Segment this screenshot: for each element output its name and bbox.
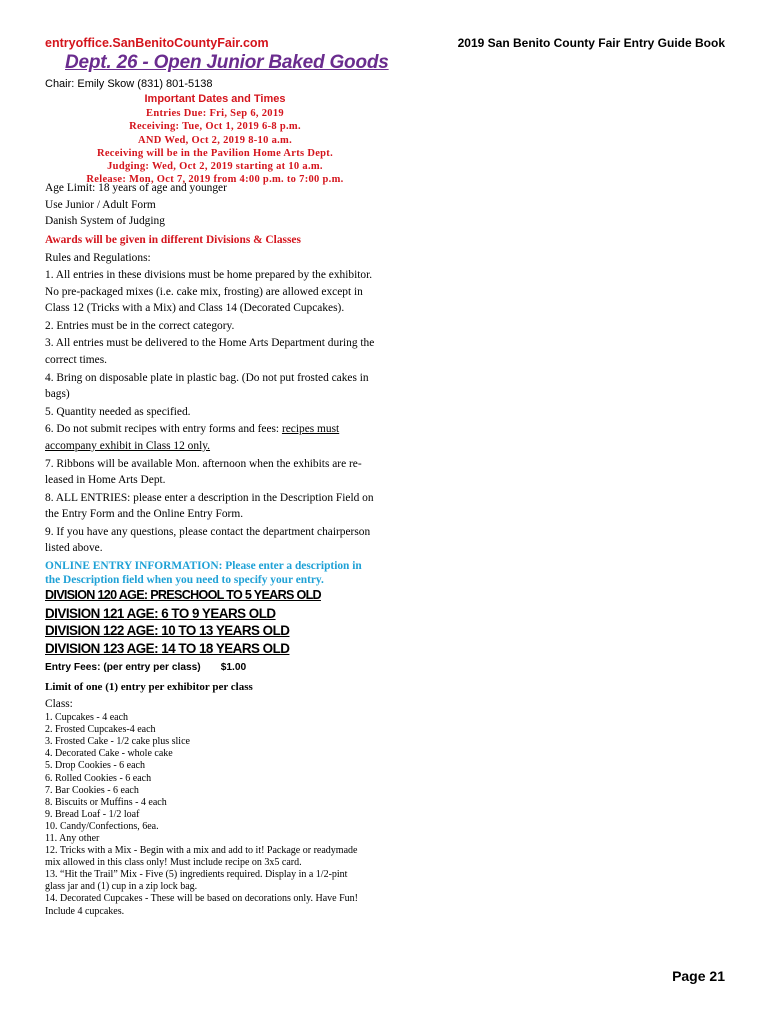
rule-2: 2. Entries must be in the correct category.	[45, 319, 235, 332]
rules-heading: Rules and Regulations:	[45, 252, 151, 265]
list-item: 1. Cupcakes - 4 each	[45, 712, 129, 724]
list-item: 2. Frosted Cupcakes-4 each	[45, 724, 156, 736]
list-item: 13. “Hit the Trail” Mix - Five (5) ingredients required. Display in a 1/2-pint glass jar and (1) cup in a zip lock bag.	[45, 869, 348, 893]
rule-7: 7. Ribbons will be available Mon. afternoon when the exhibits are re-leased in Home Arts Dept.	[45, 457, 362, 487]
division-121-heading: DIVISION 121 AGE: 6 TO 9 YEARS OLD	[45, 605, 276, 621]
receiving-date: Receiving: Tue, Oct 1, 2019 6-8 p.m.	[129, 121, 301, 133]
receiving-date-second: AND Wed, Oct 2, 2019 8-10 a.m.	[137, 134, 293, 146]
list-item: 3. Frosted Cake - 1/2 cake plus slice	[45, 736, 190, 748]
list-item: 6. Rolled Cookies - 6 each	[45, 772, 152, 784]
release-date: Release: Mon, Oct 7, 2019 from 4:00 p.m. to 7:00 p.m.	[86, 174, 344, 186]
receiving-location: Receiving will be in the Pavilion Home Arts Dept.	[96, 147, 334, 159]
age-limit: Age Limit: 18 years of age and younger	[45, 182, 227, 194]
rule-6	[45, 421, 379, 454]
list-item: 7. Bar Cookies - 6 each	[45, 784, 139, 796]
rule-9: 9. If you have any questions, please contact the department chairperson listed above.	[45, 525, 371, 555]
online-entry-info: ONLINE ENTRY INFORMATION: Please enter a description in the Description field when you need to specify your entry.	[45, 560, 362, 587]
list-item: 14. Decorated Cupcakes - These will be based on decorations only. Have Fun! Include 4 cupcakes.	[45, 893, 358, 917]
important-dates-heading: Important Dates and Times	[144, 93, 286, 105]
awards-note: Awards will be given in different Divisions & Classes	[45, 233, 301, 246]
entry-fees-amount: $1.00	[220, 662, 247, 674]
entry-fees	[45, 660, 379, 676]
page-number: Page 21	[672, 968, 725, 984]
rule-6-text: 6. Do not submit recipes with entry forms and fees:	[45, 423, 282, 436]
list-item: 4. Decorated Cake - whole cake	[45, 748, 173, 760]
important-dates-section	[45, 92, 385, 187]
list-item: 8. Biscuits or Muffins - 4 each	[45, 796, 167, 808]
entries-due-date: Entries Due: Fri, Sep 6, 2019	[146, 108, 284, 119]
list-item: 5. Drop Cookies - 6 each	[45, 760, 145, 772]
guide-book-title: 2019 San Benito County Fair Entry Guide Book	[457, 36, 725, 50]
fair-website-link[interactable]: entryoffice.SanBenitoCountyFair.com	[45, 36, 269, 50]
form-type: Use Junior / Adult Form	[45, 198, 156, 211]
rule-3: 3. All entries must be delivered to the Home Arts Department during the correct times.	[45, 337, 375, 366]
division-123-heading: DIVISION 123 AGE: 14 TO 18 YEARS OLD	[45, 640, 290, 656]
list-item: 9. Bread Loaf - 1/2 loaf	[45, 808, 140, 820]
rule-5: 5. Quantity needed as specified.	[45, 405, 191, 418]
division-122-heading: DIVISION 122 AGE: 10 TO 13 YEARS OLD	[45, 623, 290, 639]
department-title: Dept. 26 - Open Junior Baked Goods	[65, 52, 389, 73]
list-item: 11. Any other	[45, 833, 100, 844]
division-120-heading: DIVISION 120 AGE: PRESCHOOL TO 5 YEARS OLD	[45, 588, 321, 603]
rule-4: 4. Bring on disposable plate in plastic bag. (Do not put frosted cakes in bags)	[45, 371, 369, 401]
class-list	[45, 712, 365, 918]
rule-6-underlined: recipes must accompany exhibit in Class 12 only.	[45, 423, 340, 452]
list-item: 10. Candy/Confections, 6ea.	[45, 820, 159, 832]
rule-8: 8. ALL ENTRIES: please enter a description in the Description Field on the Entry Form and the Online Entry Form.	[45, 491, 374, 521]
judging-date: Judging: Wed, Oct 2, 2019 starting at 10 a.m.	[107, 161, 323, 173]
entry-fees-label: Entry Fees: (per entry per class)	[45, 662, 201, 674]
class-heading: Class:	[45, 698, 73, 711]
judging-system: Danish System of Judging	[45, 215, 165, 228]
entry-limit: Limit of one (1) entry per exhibitor per class	[45, 681, 253, 694]
rules-section	[45, 180, 379, 918]
chair-contact: Chair: Emily Skow (831) 801-5138	[45, 78, 213, 90]
rule-1: 1. All entries in these divisions must be home prepared by the exhibitor. No pre-packaged mixes (i.e. cake mix, frosting) are allowed except in Class 12 (Tricks with a Mix) and Class 14 (Decorated Cupcakes).	[45, 268, 373, 315]
list-item: 12. Tricks with a Mix - Begin with a mix and add to it! Package or readymade mix allowed in this class only! Must include recipe on 3x5 card.	[45, 845, 358, 869]
